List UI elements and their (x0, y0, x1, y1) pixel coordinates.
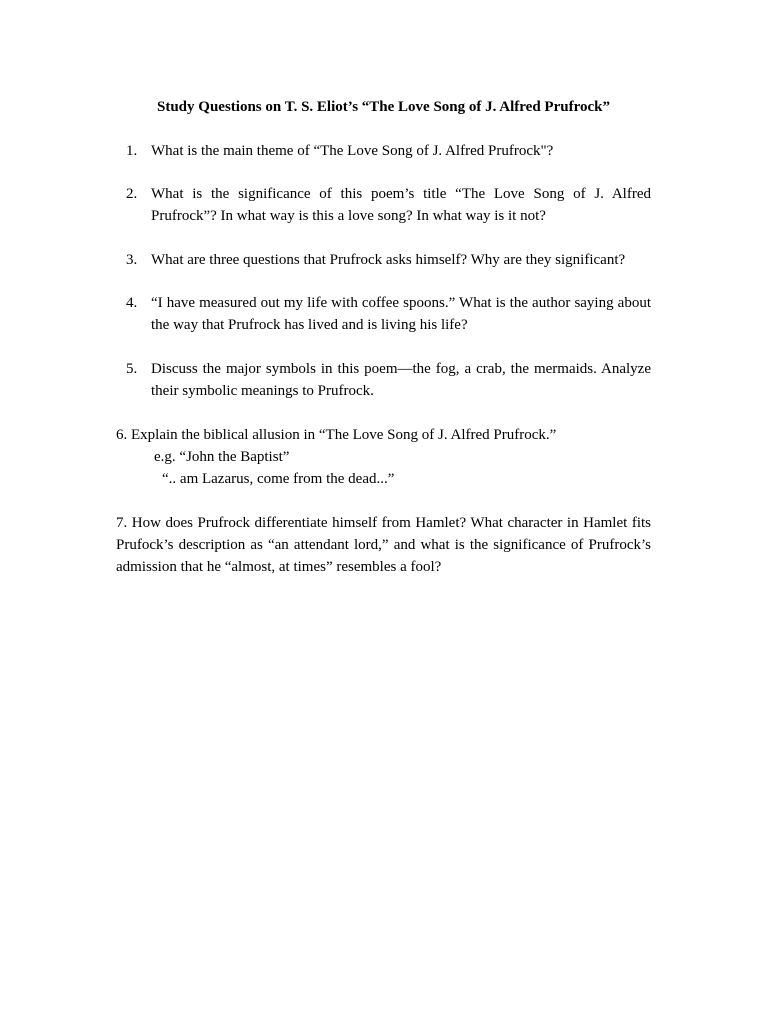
question-7: 7. How does Prufrock differentiate himself from Hamlet? What character in Hamlet fits Prufock’s description as “an attendant lord,” and what is the significance of Prufrock’s admission that he “almost, at times” resembles a fool? (116, 515, 651, 575)
question-number: 2. (126, 186, 138, 202)
question-4 (116, 292, 651, 336)
document-title: Study Questions on T. S. Eliot’s “The Love Song of J. Alfred Prufrock” (157, 99, 610, 115)
question-6-example: “.. am Lazarus, come from the dead...” (162, 471, 395, 487)
question-1 (116, 140, 651, 162)
question-3 (116, 249, 651, 271)
question-6 (116, 424, 651, 490)
question-text: Discuss the major symbols in this poem—the fog, a crab, the mermaids. Analyze their symbolic meanings to Prufrock. (151, 361, 651, 399)
question-number: 4. (126, 295, 138, 311)
question-2 (116, 183, 651, 227)
question-text: “I have measured out my life with coffee spoons.” What is the author saying about the way that Prufrock has lived and is living his life? (151, 295, 651, 333)
question-number: 3. (126, 252, 138, 268)
question-6-example: e.g. “John the Baptist” (154, 449, 290, 465)
question-5 (116, 358, 651, 402)
question-6-text: 6. Explain the biblical allusion in “The Love Song of J. Alfred Prufrock.” (116, 427, 557, 443)
question-number: 5. (126, 361, 138, 377)
question-text: What is the main theme of “The Love Song of J. Alfred Prufrock"? (151, 143, 554, 159)
question-text: What is the significance of this poem’s title “The Love Song of J. Alfred Prufrock”? In what way is this a love song? In what way is it not? (151, 186, 651, 224)
question-text: What are three questions that Prufrock asks himself? Why are they significant? (151, 252, 626, 268)
question-number: 1. (126, 143, 138, 159)
